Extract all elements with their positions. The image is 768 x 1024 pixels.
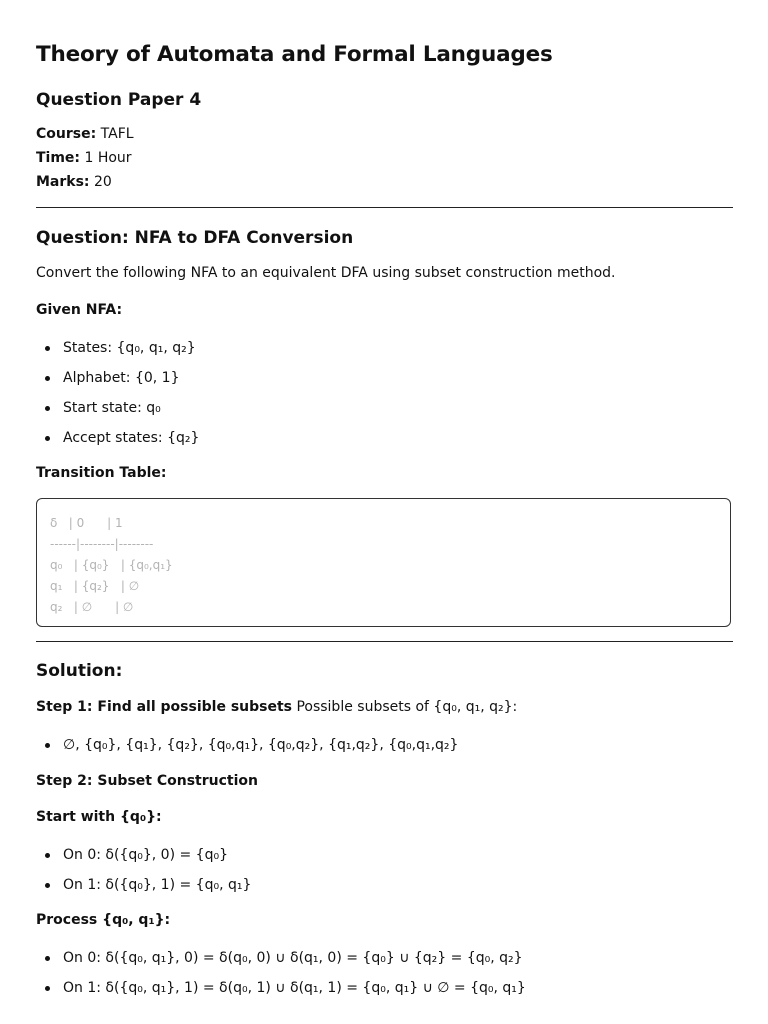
step1-label: Step 1: Find all possible subsets xyxy=(36,699,292,715)
list-item: Accept states: {q₂} xyxy=(36,428,199,458)
time-line xyxy=(36,150,132,166)
process-label: Process {q₀, q₁}: xyxy=(36,912,171,928)
paper-subtitle: Question Paper 4 xyxy=(36,90,202,110)
course-line xyxy=(36,126,134,142)
list-item: On 1: δ({q₀}, 1) = {q₀, q₁} xyxy=(36,875,251,905)
step1-text: Possible subsets of {q₀, q₁, q₂}: xyxy=(292,699,518,715)
course-value: TAFL xyxy=(100,126,134,142)
marks-label: Marks: xyxy=(36,174,90,190)
divider xyxy=(36,207,733,208)
question-heading: Question: NFA to DFA Conversion xyxy=(36,228,354,248)
time-value: 1 Hour xyxy=(84,150,132,166)
start-with-list xyxy=(36,845,251,905)
transition-table-box xyxy=(36,498,731,627)
list-item: Start state: q₀ xyxy=(36,398,199,428)
process-list xyxy=(36,948,526,1008)
list-item: On 1: δ({q₀, q₁}, 1) = δ(q₀, 1) ∪ δ(q₁, 1) = {q₀, q₁} ∪ ∅ = {q₀, q₁} xyxy=(36,978,526,1008)
list-item: States: {q₀, q₁, q₂} xyxy=(36,338,199,368)
transition-table-label: Transition Table: xyxy=(36,465,167,481)
marks-line xyxy=(36,174,112,190)
solution-heading: Solution: xyxy=(36,661,123,681)
question-prompt: Convert the following NFA to an equivalent DFA using subset construction method. xyxy=(36,265,616,281)
marks-value: 20 xyxy=(93,174,112,190)
given-nfa-list xyxy=(36,338,199,458)
list-item: On 0: δ({q₀}, 0) = {q₀} xyxy=(36,845,251,875)
transition-table-text: δ | 0 | 1 ------|--------|-------- q₀ | {q₀} | {q₀,q₁} q₁ | {q₂} | ∅ q₂ | ∅ | ∅ xyxy=(50,516,173,614)
subsets-list xyxy=(36,735,458,765)
step1-paragraph xyxy=(36,699,517,715)
list-item: ∅, {q₀}, {q₁}, {q₂}, {q₀,q₁}, {q₀,q₂}, {q₁,q₂}, {q₀,q₁,q₂} xyxy=(36,735,458,765)
start-with-label: Start with {q₀}: xyxy=(36,809,162,825)
course-label: Course: xyxy=(36,126,97,142)
list-item: On 0: δ({q₀, q₁}, 0) = δ(q₀, 0) ∪ δ(q₁, 0) = {q₀} ∪ {q₂} = {q₀, q₂} xyxy=(36,948,526,978)
step2-label: Step 2: Subset Construction xyxy=(36,773,258,789)
page-title: Theory of Automata and Formal Languages xyxy=(36,42,553,67)
given-nfa-label: Given NFA: xyxy=(36,302,123,318)
divider xyxy=(36,641,733,642)
list-item: Alphabet: {0, 1} xyxy=(36,368,199,398)
time-label: Time: xyxy=(36,150,81,166)
